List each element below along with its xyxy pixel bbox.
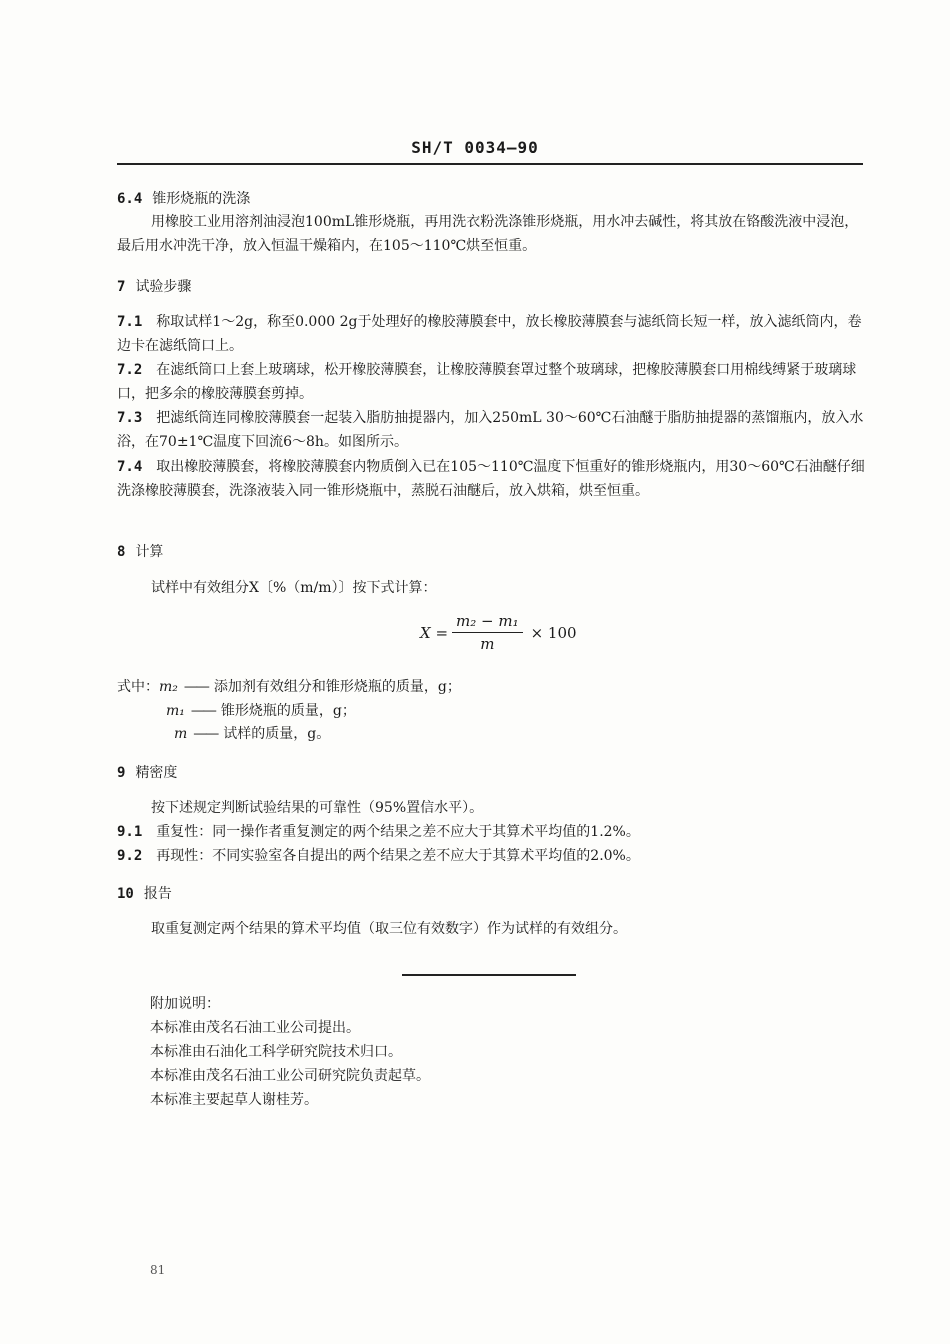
- clause-text: 称取试样1～2g，称至0.000 2g于处理好的橡胶薄膜套中，放长橡胶薄膜套与滤纸筒长短一样，放入滤纸筒内，卷边卡在滤纸筒口上。: [117, 314, 862, 354]
- section-number: 7: [117, 279, 126, 295]
- clause-7-1: [117, 310, 865, 358]
- formula-lhs: X =: [420, 623, 449, 642]
- clause-9-1: [117, 820, 865, 844]
- section-number: 10: [117, 886, 134, 902]
- where-symbol: m₁: [166, 703, 185, 719]
- section-number: 8: [117, 544, 126, 560]
- calculation-formula: [420, 612, 577, 653]
- where-dash: ——: [183, 679, 208, 695]
- clause-text: 取出橡胶薄膜套，将橡胶薄膜套内物质倒入已在105～110℃温度下恒重好的锥形烧瓶内，用30～60℃石油醚仔细洗涤橡胶薄膜套，洗涤液装入同一锥形烧瓶中，蒸脱石油醚后，放入烘箱，烘至恒重。: [117, 459, 865, 499]
- formula-denominator: m: [480, 635, 495, 653]
- section-title: 试验步骤: [135, 279, 192, 295]
- section-8-heading: [117, 541, 163, 561]
- section-title: 精密度: [135, 765, 178, 781]
- clause-9-2: [117, 844, 865, 868]
- section-number: 9: [117, 765, 126, 781]
- where-desc: 锥形烧瓶的质量，g；: [220, 703, 356, 719]
- clause-number: 7.3: [117, 410, 143, 426]
- where-row-m2: [117, 676, 461, 696]
- where-desc: 试样的质量，g。: [223, 726, 331, 742]
- notes-title: 附加说明：: [150, 996, 220, 1012]
- clause-number: 9.1: [117, 824, 143, 840]
- clause-text: 重复性：同一操作者重复测定的两个结果之差不应大于其算术平均值的1.2%。: [156, 824, 640, 840]
- notes-line: 本标准由茂名石油工业公司研究院负责起草。: [150, 1068, 430, 1084]
- section-title: 计算: [135, 544, 164, 560]
- clause-7-3: [117, 406, 865, 454]
- header-rule: [117, 163, 863, 165]
- notes-line: 本标准由茂名石油工业公司提出。: [150, 1020, 360, 1036]
- clause-7-4: [117, 455, 865, 503]
- section-10-heading: [117, 883, 172, 903]
- where-dash: ——: [190, 703, 215, 719]
- clause-7-2: [117, 358, 865, 406]
- calculation-intro: 试样中有效组分X〔%（m/m）〕按下式计算：: [151, 580, 437, 596]
- formula-numerator: m₂ − m₁: [452, 612, 523, 633]
- where-desc: 添加剂有效组分和锥形烧瓶的质量，g；: [213, 679, 461, 695]
- formula-fraction: [452, 612, 523, 653]
- clause-number: 7.1: [117, 314, 143, 330]
- where-row-m: [174, 723, 330, 743]
- clause-text: 再现性：不同实验室各自提出的两个结果之差不应大于其算术平均值的2.0%。: [156, 848, 640, 864]
- where-row-m1: [166, 700, 356, 720]
- notes-line: 本标准主要起草人谢桂芳。: [150, 1092, 318, 1108]
- page-number: 81: [150, 1263, 166, 1277]
- end-rule: [402, 974, 576, 976]
- standard-code: SH/T 0034—90: [411, 138, 539, 157]
- where-label: 式中：: [117, 679, 159, 695]
- section-number: 6.4: [117, 191, 143, 207]
- clause-text: 在滤纸筒口上套上玻璃球，松开橡胶薄膜套，让橡胶薄膜套罩过整个玻璃球，把橡胶薄膜套口用棉线缚紧于玻璃球口，把多余的橡胶薄膜套剪掉。: [117, 362, 857, 402]
- where-symbol: m₂: [159, 679, 178, 695]
- precision-intro: 按下述规定判断试验结果的可靠性（95%置信水平）。: [151, 800, 484, 816]
- section-title: 报告: [143, 886, 172, 902]
- clause-number: 7.2: [117, 362, 143, 378]
- clause-number: 7.4: [117, 459, 143, 475]
- section-7-heading: [117, 276, 191, 296]
- where-symbol: m: [174, 726, 188, 742]
- clause-text: 把滤纸筒连同橡胶薄膜套一起装入脂肪抽提器内，加入250mL 30～60℃石油醚于脂肪抽提器的蒸馏瓶内，放入水浴，在70±1℃温度下回流6～8h。如图所示。: [117, 410, 864, 450]
- section-title: 锥形烧瓶的洗涤: [152, 191, 251, 207]
- formula-factor: × 100: [530, 623, 577, 642]
- where-dash: ——: [193, 726, 218, 742]
- notes-line: 本标准由石油化工科学研究院技术归口。: [150, 1044, 402, 1060]
- section-6-4-heading: [117, 188, 250, 208]
- section-6-4-body: 用橡胶工业用溶剂油浸泡100mL锥形烧瓶，再用洗衣粉洗涤锥形烧瓶，用水冲去碱性，将其放在铬酸洗液中浸泡，最后用水冲洗干净，放入恒温干燥箱内，在105～110℃烘至恒重。: [117, 214, 859, 254]
- section-9-heading: [117, 762, 177, 782]
- report-body: 取重复测定两个结果的算术平均值（取三位有效数字）作为试样的有效组分。: [151, 921, 627, 937]
- clause-number: 9.2: [117, 848, 143, 864]
